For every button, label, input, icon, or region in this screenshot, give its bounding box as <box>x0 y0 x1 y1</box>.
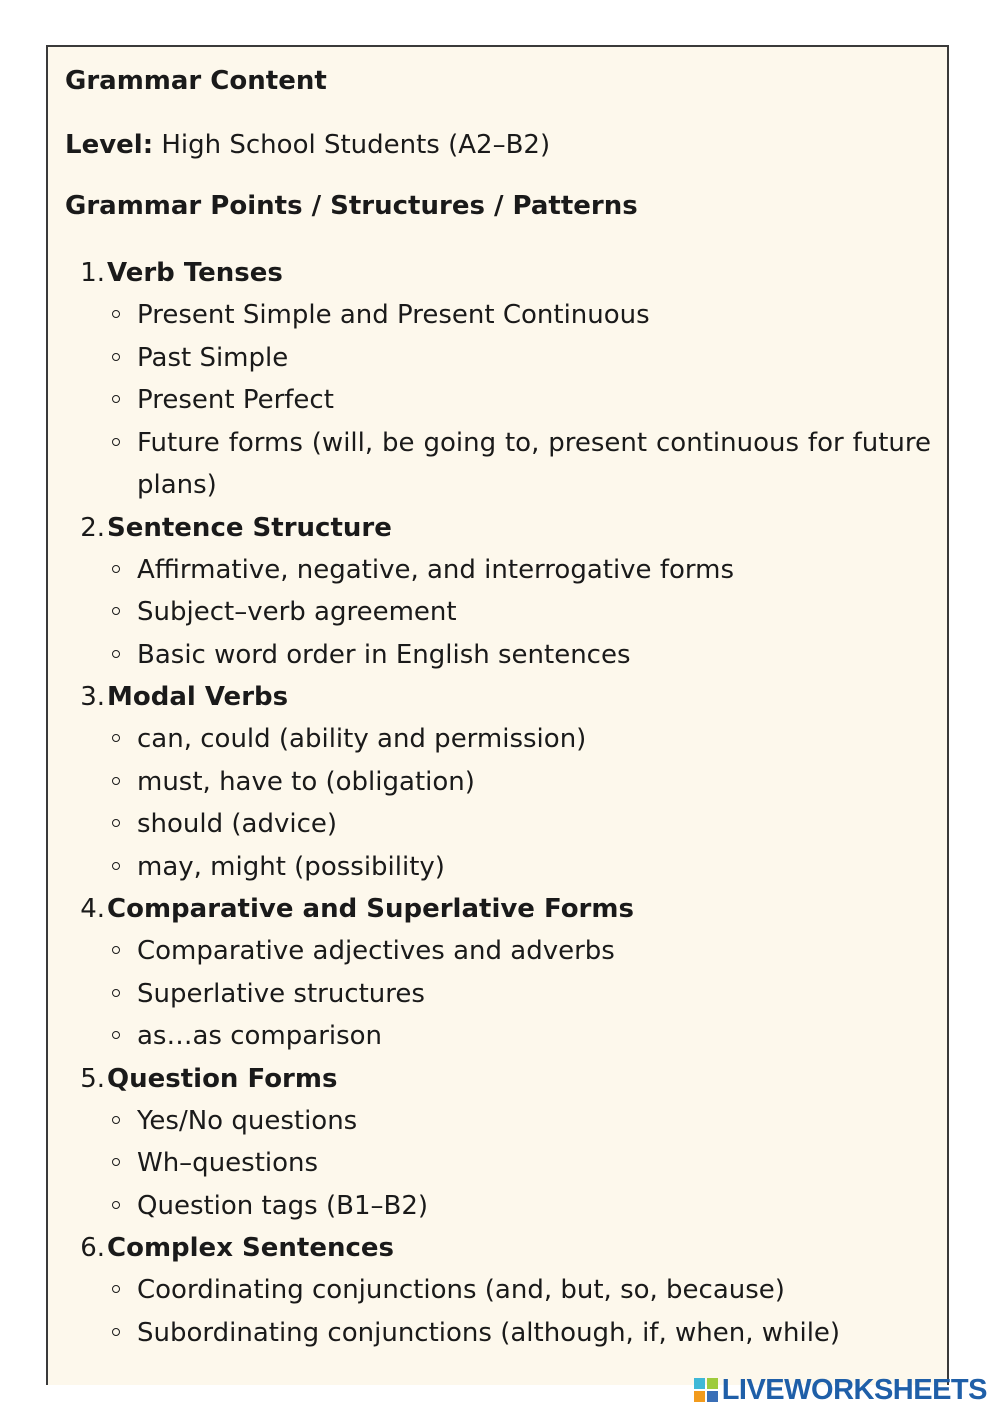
list-item <box>107 591 931 634</box>
topic-title: Complex Sentences <box>107 1233 394 1263</box>
liveworksheets-logo[interactable] <box>694 1373 987 1407</box>
list-item-text: may, might (possibility) <box>137 851 445 882</box>
logo-square-icon <box>694 1378 705 1389</box>
list-item <box>107 761 931 804</box>
logo-square-icon <box>694 1391 705 1402</box>
sub-list <box>107 549 931 677</box>
topic-item <box>65 676 931 888</box>
hollow-bullet-icon <box>112 1285 120 1293</box>
hollow-bullet-icon <box>112 1031 120 1039</box>
topic-title: Verb Tenses <box>107 258 283 288</box>
hollow-bullet-icon <box>112 989 120 997</box>
topic-heading <box>80 507 931 549</box>
topic-title: Comparative and Superlative Forms <box>107 894 634 924</box>
hollow-bullet-icon <box>112 819 120 827</box>
list-item-text: Question tags (B1–B2) <box>137 1190 429 1221</box>
hollow-bullet-icon <box>112 310 120 318</box>
list-item-text: Yes/No questions <box>137 1105 358 1136</box>
sub-list <box>107 1269 931 1354</box>
level-value: High School Students (A2–B2) <box>161 130 551 160</box>
hollow-bullet-icon <box>112 777 120 785</box>
hollow-bullet-icon <box>112 565 120 573</box>
list-item <box>107 1185 931 1228</box>
sub-list <box>107 294 931 507</box>
list-item <box>107 337 931 380</box>
list-item-text: Superlative structures <box>137 978 425 1009</box>
topic-title: Question Forms <box>107 1063 338 1094</box>
list-item-text: should (advice) <box>137 809 338 839</box>
document-title: Grammar Content <box>65 66 327 96</box>
level-label: Level: <box>65 130 154 160</box>
topic-heading <box>80 676 931 718</box>
list-item-text: Subordinating conjunctions (although, if, when, while) <box>137 1317 841 1348</box>
topic-number: 5. <box>80 1063 105 1094</box>
list-item-text: Future forms (will, be going to, present continuous for future plans) <box>137 427 931 500</box>
sub-list <box>107 1100 931 1228</box>
list-item-text: Past Simple <box>137 342 289 373</box>
list-item-text: can, could (ability and permission) <box>137 724 587 754</box>
liveworksheets-logo-icon <box>694 1378 718 1402</box>
hollow-bullet-icon <box>112 946 120 954</box>
section-heading: Grammar Points / Structures / Patterns <box>65 191 638 221</box>
list-item-text: Coordinating conjunctions (and, but, so, because) <box>137 1275 785 1305</box>
topic-item <box>65 507 931 677</box>
list-item-text: Wh–questions <box>137 1148 319 1178</box>
topic-number: 3. <box>80 682 105 712</box>
hollow-bullet-icon <box>112 1201 120 1209</box>
logo-square-icon <box>707 1391 718 1402</box>
hollow-bullet-icon <box>112 734 120 742</box>
list-item <box>107 1269 931 1312</box>
topic-number: 6. <box>80 1233 105 1263</box>
topic-heading <box>80 252 931 294</box>
list-item-text: as…as comparison <box>137 1021 383 1051</box>
topic-heading <box>80 1227 931 1269</box>
list-item-text: Basic word order in English sentences <box>137 639 631 670</box>
hollow-bullet-icon <box>112 353 120 361</box>
list-item <box>107 973 931 1016</box>
worksheet-panel <box>46 45 949 1385</box>
topic-item <box>65 888 931 1058</box>
hollow-bullet-icon <box>112 1158 120 1166</box>
topic-item <box>65 252 931 507</box>
list-item <box>107 846 931 889</box>
topic-title: Modal Verbs <box>107 682 289 712</box>
list-item <box>107 718 931 761</box>
topic-heading <box>80 888 931 930</box>
logo-text: LIVEWORKSHEETS <box>721 1373 987 1406</box>
topic-heading <box>80 1058 931 1100</box>
list-item <box>107 549 931 592</box>
list-item <box>107 379 931 422</box>
topic-item <box>65 1058 931 1228</box>
list-item-text: must, have to (obligation) <box>137 766 475 797</box>
list-item-text: Present Perfect <box>137 385 334 415</box>
topic-number: 2. <box>80 512 105 543</box>
list-item-text: Subject–verb agreement <box>137 597 457 627</box>
list-item <box>107 422 931 507</box>
list-item <box>107 803 931 846</box>
topic-list <box>65 252 931 1354</box>
list-item <box>107 1312 931 1355</box>
topic-number: 1. <box>80 258 105 288</box>
hollow-bullet-icon <box>112 607 120 615</box>
list-item <box>107 294 931 337</box>
list-item <box>107 634 931 677</box>
sub-list <box>107 930 931 1058</box>
topic-item <box>65 1227 931 1354</box>
list-item-text: Present Simple and Present Continuous <box>137 300 650 330</box>
hollow-bullet-icon <box>112 650 120 658</box>
hollow-bullet-icon <box>112 1116 120 1124</box>
logo-square-icon <box>707 1378 718 1389</box>
level-line <box>65 128 550 162</box>
hollow-bullet-icon <box>112 395 120 403</box>
list-item-text: Affirmative, negative, and interrogative forms <box>137 554 734 585</box>
list-item <box>107 930 931 973</box>
hollow-bullet-icon <box>112 1328 120 1336</box>
sub-list <box>107 718 931 888</box>
list-item <box>107 1100 931 1143</box>
hollow-bullet-icon <box>112 862 120 870</box>
list-item <box>107 1142 931 1185</box>
list-item-text: Comparative adjectives and adverbs <box>137 936 615 966</box>
hollow-bullet-icon <box>112 438 120 446</box>
list-item <box>107 1015 931 1058</box>
topic-title: Sentence Structure <box>107 512 392 543</box>
topic-number: 4. <box>80 894 105 924</box>
